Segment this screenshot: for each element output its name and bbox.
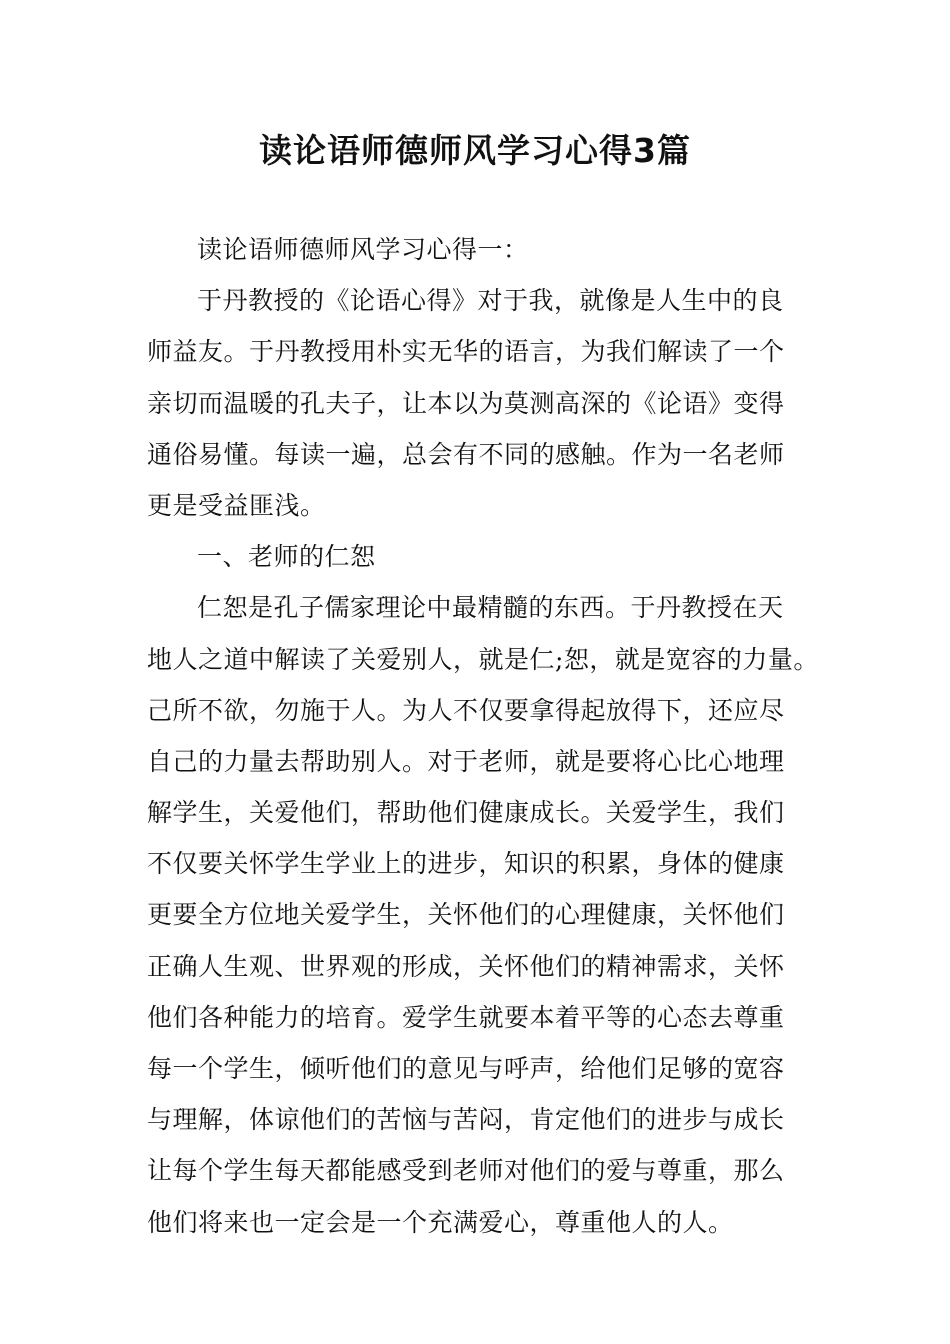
text-line: 解学生，关爱他们，帮助他们健康成长。关爱学生，我们 xyxy=(147,798,785,828)
text-line: 更要全方位地关爱学生，关怀他们的心理健康，关怀他们 xyxy=(147,900,785,930)
document-body xyxy=(147,224,819,1248)
section-heading: 一、老师的仁恕 xyxy=(197,542,376,572)
text-line: 他们各种能力的培育。爱学生就要本着平等的心态去尊重 xyxy=(147,1002,785,1032)
text-line: 他们将来也一定会是一个充满爱心，尊重他人的人。 xyxy=(147,1207,734,1237)
text-line: 通俗易懂。每读一遍，总会有不同的感触。作为一名老师 xyxy=(147,439,785,469)
text-line: 每一个学生，倾听他们的意见与呼声，给他们足够的宽容 xyxy=(147,1054,785,1083)
text-line: 让每个学生每天都能感受到老师对他们的爱与尊重，那么 xyxy=(147,1156,785,1186)
text-line: 正确人生观、世界观的形成，关怀他们的精神需求，关怀 xyxy=(147,951,785,981)
text-line: 师益友。于丹教授用朴实无华的语言，为我们解读了一个 xyxy=(147,337,785,367)
text-line: 自己的力量去帮助别人。对于老师，就是要将心比心地理 xyxy=(147,746,785,776)
text-line: 读论语师德师风学习心得一： xyxy=(197,235,529,264)
text-line: 不仅要关怀学生学业上的进步，知识的积累，身体的健康 xyxy=(147,849,785,879)
document-title: 读论语师德师风学习心得3篇 xyxy=(259,131,691,170)
text-line: 更是受益匪浅。 xyxy=(147,490,326,520)
text-line: 亲切而温暖的孔夫子，让本以为莫测高深的《论语》变得 xyxy=(147,388,785,418)
text-line: 地人之道中解读了关爱别人，就是仁;恕，就是宽容的力量。 xyxy=(147,644,819,674)
text-line: 仁恕是孔子儒家理论中最精髓的东西。于丹教授在天 xyxy=(197,593,784,623)
text-line: 与理解，体谅他们的苦恼与苦闷，肯定他们的进步与成长 xyxy=(147,1105,785,1135)
text-line: 己所不欲，勿施于人。为人不仅要拿得起放得下，还应尽 xyxy=(147,695,785,725)
text-line: 于丹教授的《论语心得》对于我，就像是人生中的良 xyxy=(197,286,784,316)
